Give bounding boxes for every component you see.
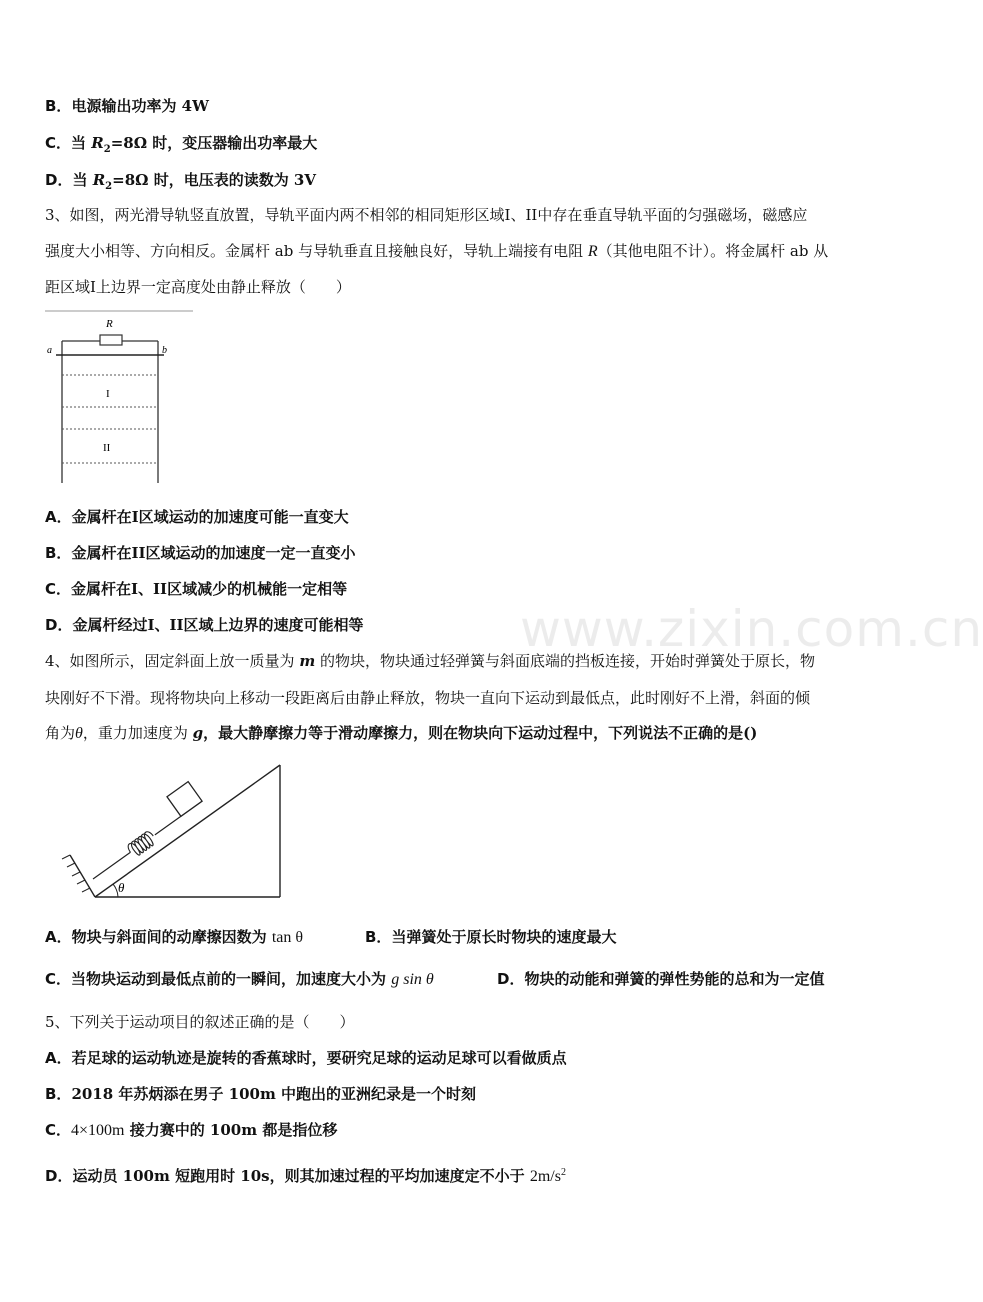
stem-text: 4、如图所示，固定斜面上放一质量为 xyxy=(45,652,300,670)
option-label: A． xyxy=(45,1049,72,1067)
option-label: D． xyxy=(497,970,525,988)
rod-end-b-label: b xyxy=(162,345,167,356)
stem-text: 块刚好不下滑。现将物块向上移动一段距离后由静止释放，物块一直向下运动到最低点，此时刚好不上滑，斜面的倾 xyxy=(45,689,811,707)
q4-stem-line1 xyxy=(45,651,815,671)
q5-option-a xyxy=(45,1048,567,1068)
region1-label: I xyxy=(106,388,110,400)
option-var: R xyxy=(91,134,104,152)
option-pre: 当 xyxy=(71,134,92,152)
option-text: 电源输出功率为 4W xyxy=(71,97,209,115)
q3-rail-figure xyxy=(40,305,240,485)
stem-var: m xyxy=(299,652,316,670)
q5-stem xyxy=(45,1012,355,1032)
q2-option-d xyxy=(45,170,316,197)
option-text: 金属杆在I、II区域减少的机械能一定相等 xyxy=(71,580,348,598)
q4-option-b xyxy=(365,927,616,947)
stem-text: 角为 xyxy=(45,724,76,742)
option-math: g sin θ xyxy=(391,971,434,988)
option-label: B． xyxy=(45,97,72,115)
stem-text: 的物块，物块通过轻弹簧与斜面底端的挡板连接，开始时弹簧处于原长，物 xyxy=(315,652,815,670)
stem-text: 强度大小相等、方向相反。金属杆 ab 与导轨垂直且接触良好，导轨上端接有电阻 xyxy=(45,242,588,260)
q3-option-c xyxy=(45,579,347,599)
q4-incline-figure xyxy=(50,760,300,910)
option-label: C． xyxy=(45,134,72,152)
option-label: D． xyxy=(45,616,73,634)
q4-option-c xyxy=(45,969,434,990)
option-label: B． xyxy=(365,928,392,946)
option-sub: 2 xyxy=(103,144,111,155)
option-label: C． xyxy=(45,970,72,988)
region2-label: II xyxy=(103,442,111,454)
option-post: =8Ω 时，电压表的读数为 3V xyxy=(112,171,317,189)
option-post: =8Ω 时，变压器输出功率最大 xyxy=(110,134,318,152)
stem-theta: θ xyxy=(75,725,83,742)
q3-option-b xyxy=(45,543,355,563)
option-var: R xyxy=(92,171,106,189)
option-label: B． xyxy=(45,1085,72,1103)
stem-text: （其他电阻不计）。将金属杆 ab 从 xyxy=(597,242,829,260)
option-math: tan θ xyxy=(271,929,304,946)
option-label: A． xyxy=(45,928,72,946)
q3-stem-line1 xyxy=(45,205,807,225)
option-sub: 2 xyxy=(105,181,113,192)
option-text: 当弹簧处于原长时物块的速度最大 xyxy=(391,928,617,946)
option-text: 接力赛中的 100m 都是指位移 xyxy=(124,1121,338,1139)
option-text: 金属杆在II区域运动的加速度一定一直变小 xyxy=(71,544,356,562)
option-text: 若足球的运动轨迹是旋转的香蕉球时，要研究足球的运动足球可以看做质点 xyxy=(71,1049,567,1067)
q3-stem-line3 xyxy=(45,277,351,297)
stopper-plate xyxy=(70,855,95,897)
q3-option-d xyxy=(45,615,364,635)
angle-theta-label: θ xyxy=(118,880,125,895)
q5-option-c xyxy=(45,1120,337,1141)
option-math: 4×100m xyxy=(71,1122,125,1139)
option-math: 2m/s xyxy=(529,1168,561,1185)
option-text: 物块与斜面间的动摩擦因数为 xyxy=(71,928,272,946)
resistor-label: R xyxy=(106,318,113,330)
q4-stem-line3 xyxy=(45,723,757,744)
option-text: 运动员 100m 短跑用时 10s，则其加速过程的平均加速度定不小于 xyxy=(72,1167,530,1185)
option-label: B． xyxy=(45,544,72,562)
option-label: D． xyxy=(45,171,73,189)
q5-option-d xyxy=(45,1163,566,1187)
q4-option-d xyxy=(497,969,824,989)
resistor-symbol xyxy=(100,335,122,345)
wall-hatching xyxy=(62,855,90,892)
option-text: 金属杆经过I、II区域上边界的速度可能相等 xyxy=(72,616,364,634)
option-label: C． xyxy=(45,580,72,598)
option-label: A． xyxy=(45,508,72,526)
rod-end-a-label: a xyxy=(47,345,52,356)
stem-g: g xyxy=(192,724,204,742)
q2-option-b xyxy=(45,96,209,116)
q2-option-c xyxy=(45,133,317,160)
stem-text: ，重力加速度为 xyxy=(82,724,193,742)
option-sup: 2 xyxy=(560,1167,566,1178)
stem-var: R xyxy=(587,243,598,260)
option-label: C． xyxy=(45,1121,72,1139)
option-text: 物块的动能和弹簧的弹性势能的总和为一定值 xyxy=(524,970,825,988)
q4-option-a xyxy=(45,927,303,948)
spring-and-block xyxy=(79,782,206,885)
block xyxy=(167,782,202,817)
option-pre: 当 xyxy=(72,171,93,189)
stem-text: ，最大静摩擦力等于滑动摩擦力，则在物块向下运动过程中，下列说法不正确的是() xyxy=(203,724,758,742)
q4-stem-line2 xyxy=(45,688,810,708)
stem-text: 3、如图，两光滑导轨竖直放置，导轨平面内两不相邻的相同矩形区域I、II中存在垂直导轨平面的匀强磁场，磁感应 xyxy=(45,206,808,224)
q3-option-a xyxy=(45,507,349,527)
spring-lead-out xyxy=(155,816,181,835)
option-text: 2018 年苏炳添在男子 100m 中跑出的亚洲纪录是一个时刻 xyxy=(71,1085,477,1103)
q3-stem-line2 xyxy=(45,241,828,262)
stem-text: 距区域I上边界一定高度处由静止释放（ ） xyxy=(45,278,351,296)
stem-text: 5、下列关于运动项目的叙述正确的是（ ） xyxy=(45,1013,355,1031)
q5-option-b xyxy=(45,1084,476,1104)
option-text: 当物块运动到最低点前的一瞬间，加速度大小为 xyxy=(71,970,392,988)
spring-coil xyxy=(126,830,158,858)
option-text: 金属杆在I区域运动的加速度可能一直变大 xyxy=(71,508,349,526)
option-label: D． xyxy=(45,1167,73,1185)
watermark: www.zixin.com.cn xyxy=(520,600,983,658)
